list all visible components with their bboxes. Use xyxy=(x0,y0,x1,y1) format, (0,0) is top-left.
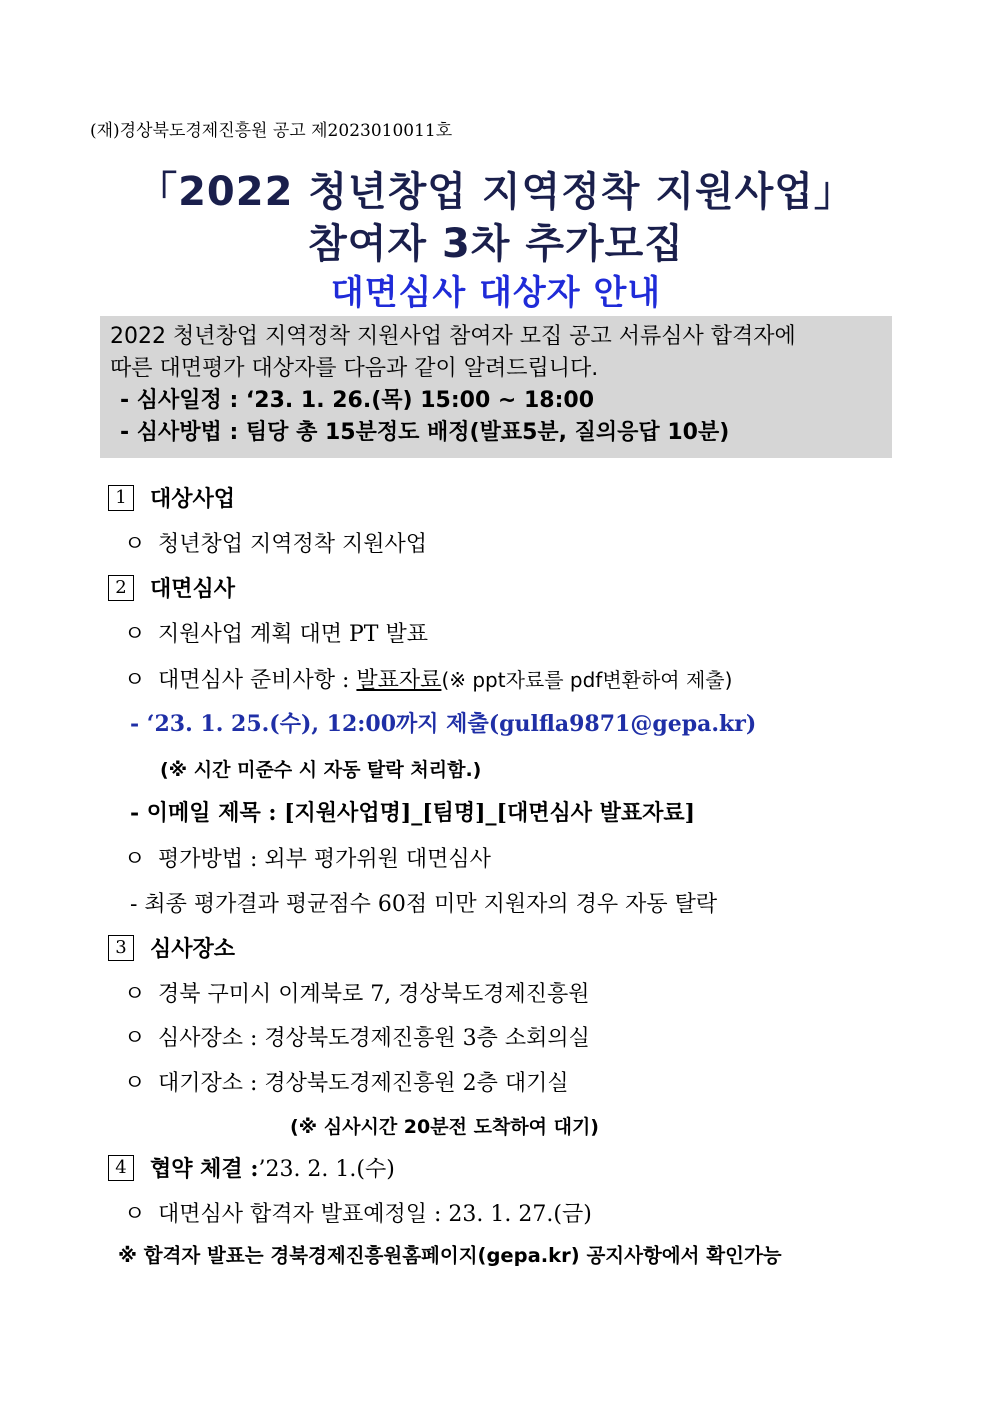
summary-schedule: - 심사일정 : ‘23. 1. 26.(목) 15:00 ~ 18:00 xyxy=(120,388,595,413)
summary-method: - 심사방법 : 팀당 총 15분정도 배정(발표5분, 질의응답 10분) xyxy=(120,420,730,445)
arrival-note: (※ 심사시간 20분전 도착하여 대기) xyxy=(290,1116,599,1138)
list-item-text: 대면심사 합격자 발표예정일 : 23. 1. 27.(금) xyxy=(158,1202,592,1227)
deadline-note: (※ 시간 미준수 시 자동 탈락 처리함.) xyxy=(160,759,482,781)
bullet-mark: ㅇ xyxy=(124,668,146,693)
page-title-line2: 참여자 3차 추가모집 xyxy=(308,221,684,267)
list-item xyxy=(124,842,491,873)
list-item-text: 경북 구미시 이계북로 7, 경상북도경제진흥원 xyxy=(158,982,590,1007)
list-item-text: 대기장소 : 경상북도경제진흥원 2층 대기실 xyxy=(158,1071,569,1096)
summary-intro-line1: 2022 청년창업 지역정착 지원사업 참여자 모집 공고 서류심사 합격자에 xyxy=(110,324,796,349)
bullet-mark: ㅇ xyxy=(124,622,146,647)
submission-deadline: - ‘23. 1. 25.(수), 12:00까지 제출(gulfla9871@gepa.kr) xyxy=(130,711,757,737)
bullet-mark: ㅇ xyxy=(124,982,146,1007)
section-title: 대면심사 xyxy=(150,576,236,602)
section-number-box: 4 xyxy=(108,1155,134,1181)
bullet-mark: ㅇ xyxy=(124,1026,146,1051)
section-title: 협약 체결 : xyxy=(150,1156,259,1182)
footer-note: ※ 합격자 발표는 경북경제진흥원홈페이지(gepa.kr) 공지사항에서 확인가능 xyxy=(118,1244,782,1267)
email-subject-rule: - 이메일 제목 : [지원사업명]_[팀명]_[대면심사 발표자료] xyxy=(130,800,696,826)
list-item-text: 대면심사 준비사항 : xyxy=(158,668,357,693)
presentation-format-note: (※ ppt자료를 pdf변환하여 제출) xyxy=(441,668,733,692)
list-item xyxy=(124,1197,592,1228)
section-1-heading xyxy=(108,482,235,513)
list-item-text: 청년창업 지역정착 지원사업 xyxy=(158,532,428,557)
section-4-heading xyxy=(108,1152,395,1183)
section-title: 심사장소 xyxy=(150,936,236,962)
list-item xyxy=(124,1021,590,1052)
section-number-box: 3 xyxy=(108,935,134,961)
list-item-text: 심사장소 : 경상북도경제진흥원 3층 소회의실 xyxy=(158,1026,590,1051)
bullet-mark: ㅇ xyxy=(124,1202,146,1227)
section-number-box: 1 xyxy=(108,485,134,511)
bullet-mark: ㅇ xyxy=(124,847,146,872)
section-2-heading xyxy=(108,572,235,603)
summary-box xyxy=(100,316,892,458)
page-title: 「2022 청년창업 지역정착 지원사업」 xyxy=(137,169,855,215)
fail-rule: - 최종 평가결과 평균점수 60점 미만 지원자의 경우 자동 탈락 xyxy=(130,892,718,917)
list-item xyxy=(124,617,428,648)
notice-number: (재)경상북도경제진흥원 공고 제2023010011호 xyxy=(90,121,453,141)
section-3-heading xyxy=(108,932,235,963)
list-item xyxy=(124,977,590,1008)
bullet-mark: ㅇ xyxy=(124,532,146,557)
list-item xyxy=(124,1066,569,1097)
agreement-date: ’23. 2. 1.(수) xyxy=(258,1157,395,1182)
list-item xyxy=(124,663,732,694)
bullet-mark: ㅇ xyxy=(124,1071,146,1096)
list-item-text: 평가방법 : 외부 평가위원 대면심사 xyxy=(158,847,491,872)
section-title: 대상사업 xyxy=(150,486,236,512)
summary-intro-line2: 따른 대면평가 대상자를 다음과 같이 알려드립니다. xyxy=(110,356,599,381)
page-subtitle: 대면심사 대상자 안내 xyxy=(330,273,662,313)
presentation-materials-label: 발표자료 xyxy=(356,668,442,693)
list-item-text: 지원사업 계획 대면 PT 발표 xyxy=(158,622,428,647)
list-item xyxy=(124,527,427,558)
section-number-box: 2 xyxy=(108,575,134,601)
